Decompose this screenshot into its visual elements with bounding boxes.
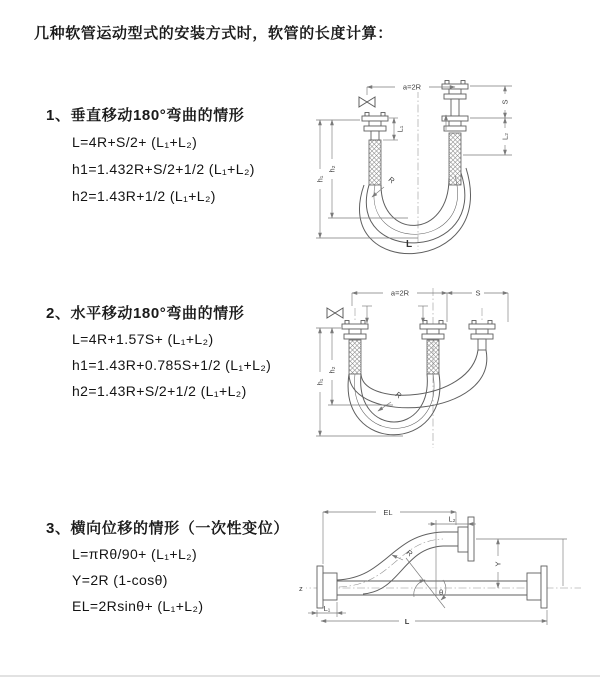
- svg-text:S: S: [475, 288, 481, 298]
- formula-h1: h1=1.43R+0.785S+1/2 (L₁+L₂): [72, 357, 272, 373]
- svg-text:L₁: L₁: [323, 604, 331, 613]
- braid-section-right: [449, 133, 461, 185]
- dimension-l1: [308, 602, 346, 617]
- flange-left: [362, 113, 388, 141]
- svg-text:R: R: [386, 174, 397, 186]
- flange-right-lower: [527, 566, 547, 608]
- diagram-horizontal-180-bend: [303, 278, 543, 455]
- formula-el: EL=2Rsinθ+ (L₁+L₂): [72, 598, 204, 614]
- section-3-heading: 3、横向位移的情形（一次性变位）: [46, 520, 289, 537]
- svg-text:L₁: L₁: [395, 125, 405, 133]
- dimension-h2: [328, 120, 409, 218]
- svg-text:θ: θ: [439, 588, 444, 597]
- formula-y: Y=2R (1-cosθ): [72, 572, 168, 588]
- valve-icon: [359, 97, 375, 107]
- braid-section-mid: [427, 340, 439, 374]
- formula-length: L=4R+1.57S+ (L₁+L₂): [72, 331, 214, 347]
- formula-h2: h2=1.43R+1/2 (L₁+L₂): [72, 188, 216, 204]
- page-title: 几种软管运动型式的安装方式时，软管的长度计算：: [34, 25, 393, 42]
- s-curve-hose: [337, 532, 458, 594]
- svg-text:h₁: h₁: [315, 175, 325, 183]
- diagram-vertical-180-bend: [300, 70, 535, 255]
- svg-text:a=2R: a=2R: [402, 82, 422, 92]
- formula-length: L=4R+S/2+ (L₁+L₂): [72, 134, 198, 150]
- formula-length: L=πRθ/90+ (L₁+L₂): [72, 546, 198, 562]
- svg-text:L: L: [404, 617, 410, 626]
- svg-text:h₂: h₂: [327, 165, 337, 173]
- braid-section-left: [349, 340, 361, 374]
- section-2-heading: 2、水平移动180°弯曲的情形: [46, 305, 245, 322]
- flange-left: [317, 566, 337, 608]
- svg-text:L₂: L₂: [500, 132, 510, 141]
- valve-icon: [327, 308, 343, 318]
- svg-text:R: R: [404, 547, 415, 559]
- flange-right-upper: [442, 81, 468, 117]
- svg-text:h₂: h₂: [327, 366, 337, 374]
- angle-theta: [406, 558, 446, 608]
- flange-right-upper: [458, 517, 474, 561]
- svg-text:S: S: [500, 99, 510, 105]
- svg-text:EL: EL: [383, 508, 393, 517]
- z-mark: z: [299, 584, 303, 593]
- braid-section-left: [369, 140, 381, 185]
- svg-text:a=2R: a=2R: [390, 288, 410, 298]
- flange-left: [342, 321, 368, 340]
- formula-h2: h2=1.43R+S/2+1/2 (L₁+L₂): [72, 383, 247, 399]
- diagram-lateral-displacement: [291, 500, 589, 652]
- svg-text:R: R: [393, 389, 404, 401]
- hose-curves: [348, 350, 487, 435]
- dimension-l: [321, 610, 547, 626]
- movement-arrows: [362, 306, 428, 323]
- formula-h1: h1=1.432R+S/2+1/2 (L₁+L₂): [72, 161, 255, 177]
- svg-text:L₂: L₂: [448, 514, 456, 524]
- dimension-s: [447, 288, 508, 322]
- section-1-heading: 1、垂直移动180°弯曲的情形: [46, 107, 245, 124]
- flange-right: [469, 321, 495, 351]
- dimension-s: [470, 86, 512, 118]
- svg-text:Y: Y: [493, 561, 503, 567]
- dimension-l2: [463, 118, 512, 155]
- svg-text:h₁: h₁: [315, 378, 325, 386]
- length-label: L: [406, 239, 413, 250]
- radius-label: [392, 548, 415, 560]
